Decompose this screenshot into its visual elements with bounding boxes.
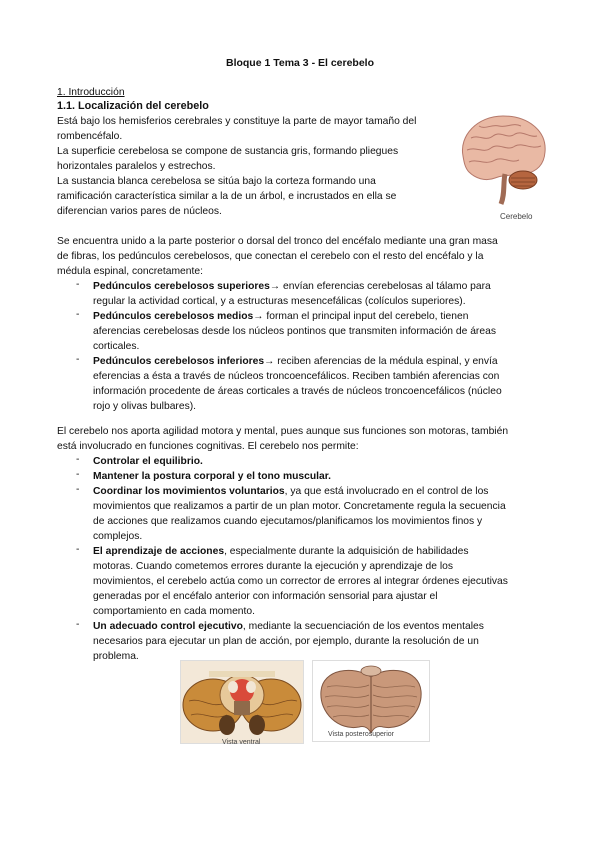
cerebellum-posterior-image (312, 660, 430, 742)
bullet-dash: - (76, 469, 80, 480)
intro-line: diferencian varios pares de núcleos. (57, 206, 222, 217)
intro-line: ramificación característica similar a la de un árbol, e incrustados en ella se (57, 191, 397, 202)
intro-line: Está bajo los hemisferios cerebrales y constituye la parte de mayor tamaño del (57, 116, 417, 127)
section-heading: 1. Introducción (57, 87, 125, 98)
function-line: movimientos que realizamos a partir de un plan motor. Concretamente regula la secuencia (93, 501, 506, 512)
paragraph-line: Se encuentra unido a la parte posterior o dorsal del tronco del encéfalo mediante una gran masa (57, 236, 498, 247)
peduncle-line: rojo y olivas bulbares). (93, 401, 197, 412)
peduncle-line: corticales. (93, 341, 140, 352)
subsection-heading: 1.1. Localización del cerebelo (57, 100, 209, 112)
function-line: comportamiento en cada momento. (93, 606, 255, 617)
function-item: Coordinar los movimientos voluntarios, ya que está involucrado en el control de los (93, 486, 489, 497)
bullet-dash: - (76, 454, 80, 465)
bullet-dash: - (76, 309, 80, 320)
intro-line: horizontales paralelos y estrechos. (57, 161, 216, 172)
posterior-caption: Vista posterosuperior (328, 731, 395, 738)
intro-line: La superficie cerebelosa se compone de sustancia gris, formando pliegues (57, 146, 399, 157)
bullet-dash: - (76, 484, 80, 495)
peduncle-item: Pedúnculos cerebelosos superiores→ envían eferencias cerebelosas al tálamo para (93, 281, 491, 292)
peduncle-line: aferencias cerebelosas desde los núcleos pontinos que transmiten información de áreas (93, 326, 496, 337)
function-line: motoras. Cuando cometemos errores durante la ejecución y aprendizaje de los (93, 561, 454, 572)
function-item: Mantener la postura corporal y el tono muscular. (93, 471, 332, 482)
peduncle-line: información procedente de áreas corticales a través de núcleos troncoencefálicos (núcleo (93, 386, 502, 397)
function-line: necesarios para ejecutar un plan de acción, por ejemplo, durante la resolución de un (93, 636, 479, 647)
function-line: movimientos, el cerebelo actúa como un corrector de errores al integrar órdenes ejecutivas (93, 576, 508, 587)
function-line: complejos. (93, 531, 143, 542)
intro-line: rombencéfalo. (57, 131, 123, 142)
paragraph-line: de fibras, los pedúnculos cerebelosos, que conectan el cerebelo con el resto del encéfalo y la (57, 251, 484, 262)
brain-illustration (455, 108, 550, 208)
function-item: Un adecuado control ejecutivo, mediante la secuenciación de los eventos mentales (93, 621, 484, 632)
paragraph-line: está involucrado en funciones cognitivas. El cerebelo nos permite: (57, 441, 359, 452)
function-line: de acciones que realizamos cuando ejecutamos/planificamos los movimientos finos y (93, 516, 483, 527)
bullet-dash: - (76, 354, 80, 365)
intro-line: La sustancia blanca cerebelosa se sitúa bajo la corteza formando una (57, 176, 376, 187)
page-title: Bloque 1 Tema 3 - El cerebelo (225, 57, 375, 69)
paragraph-line: médula espinal, concretamente: (57, 266, 203, 277)
brain-caption: Cerebelo (500, 212, 533, 221)
peduncle-line: regular la actividad cortical, y a estructuras mesencefálicas (colículos superiores). (93, 296, 466, 307)
function-item: Controlar el equilibrio. (93, 456, 203, 467)
cerebellum-ventral-image (180, 660, 304, 744)
peduncle-item: Pedúnculos cerebelosos inferiores→ reciben aferencias de la médula espinal, y envía (93, 356, 498, 367)
bullet-dash: - (76, 279, 80, 290)
function-line: problema. (93, 651, 139, 662)
ventral-caption: Vista ventral (222, 739, 261, 746)
peduncle-item: Pedúnculos cerebelosos medios→ forman el principal input del cerebelo, tienen (93, 311, 469, 322)
bullet-dash: - (76, 619, 80, 630)
peduncle-line: eferencias a ésta a través de núcleos troncoencefálicos. Reciben también aferencias con (93, 371, 500, 382)
bullet-dash: - (76, 544, 80, 555)
function-item: El aprendizaje de acciones, especialmente durante la adquisición de habilidades (93, 546, 469, 557)
paragraph-line: El cerebelo nos aporta agilidad motora y mental, pues aunque sus funciones son motoras, también (57, 426, 509, 437)
function-line: generadas por el encéfalo anterior con información sensorial para ajustar el (93, 591, 438, 602)
